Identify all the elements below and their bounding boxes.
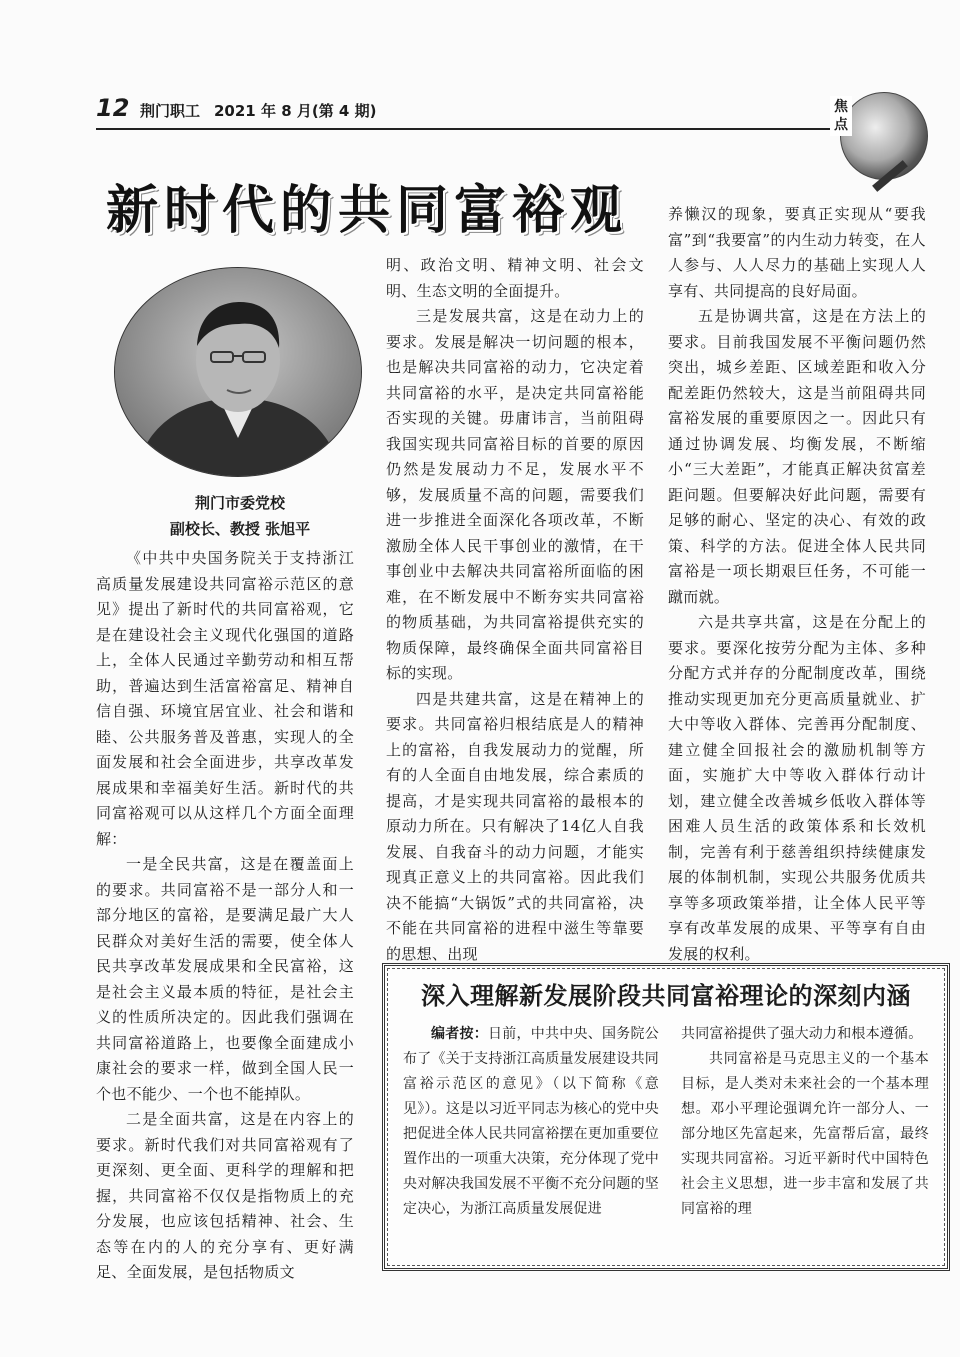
author-title-name: 副校长、教授 张旭平 [169,520,311,538]
related-article-title: 深入理解新发展阶段共同富裕理论的深刻内涵 [421,982,911,1010]
related-article-column-1 [403,1022,659,1222]
header-rule [96,128,831,130]
paragraph: 共同富裕提供了强大动力和根本遵循。 [681,1026,923,1042]
paragraph: 二是全面共富，这是在内容上的要求。新时代我们对共同富裕观有了更深刻、更全面、更科学的理解和把握，共同富裕不仅仅是指物质上的充分发展，也应该包括精神、社会、生态等在内的人的充分享有、更好满足、全面发展，是包括物质文 [96,1110,354,1281]
issue-date: 2021 年 8 月(第 4 期) [214,102,377,120]
paragraph: 明、政治文明、精神文明、社会文明、生态文明的全面提升。 [386,256,644,300]
related-article-column-2 [681,1022,929,1222]
focus-badge-label: 焦点 [830,96,852,136]
paragraph: 共同富裕是马克思主义的一个基本目标，是人类对未来社会的一个基本理想。邓小平理论强调允许一部分人、一部分地区先富起来，先富帮后富，最终实现共同富裕。习近平新时代中国特色社会主义思想，进一步丰富和发展了共同富裕的理 [681,1051,929,1217]
paragraph: 五是协调共富，这是在方法上的要求。目前我国发展不平衡问题仍然突出，城乡差距、区域差距和收入分配差距仍然较大，这是当前阻碍共同富裕发展的重要原因之一。因此只有通过协调发展、均衡发展，不断缩小“三大差距”，才能真正解决贫富差距问题。但要解决好此问题，需要有足够的耐心、坚定的决心、有效的政策、科学的方法。促进全体人民共同富裕是一项长期艰巨任务，不可能一蹴而就。 [668,307,926,606]
magnifier-icon [840,92,928,180]
paragraph: 养懒汉的现象，要真正实现从“要我富”到“我要富”的内生动力转变，在人人参与、人人尽力的基础上实现人人享有、共同提高的良好局面。 [668,205,926,300]
article-column-2 [386,253,644,967]
publication-name: 荆门职工 [140,102,201,120]
page-number: 12 [96,94,130,122]
editor-note [403,1022,659,1222]
author-portrait-image [115,268,361,476]
paragraph: 六是共享共富，这是在分配上的要求。要深化按劳分配为主体、多种分配方式并存的分配制度改革，围绕推动实现更加充分更高质量就业、扩大中等收入群体、完善再分配制度、建立健全回报社会的激励机制等方面，实施扩大中等收入群体行动计划，建立健全改善城乡低收入群体等困难人员生活的政策体系和长效机制，完善有利于慈善组织持续健康发展的体制机制，实现公共服务优质共享等多项政策举措，让全体人民平等享有改革发展的成果、平等享有自由发展的权利。 [668,613,926,963]
paragraph: 一是全民共富，这是在覆盖面上的要求。共同富裕不是一部分人和一部分地区的富裕，是要满足最广大人民群众对美好生活的需要，使全体人民共享改革发展成果和全民富裕，这是社会主义最本质的特征，是社会主义的性质所决定的。因此我们强调在共同富裕道路上，也要像全面建成小康社会的要求一样，做到全国人民一个也不能少、一个也不能掉队。 [96,855,354,1103]
editor-note-label: 编者按： [431,1026,489,1042]
author-photo [114,267,362,477]
article-title: 新时代的共同富裕观 [106,180,629,241]
author-organization: 荆门市委党校 [194,494,285,512]
article-column-1 [96,546,354,1286]
paragraph: 三是发展共富，这是在动力上的要求。发展是解决一切问题的根本，也是解决共同富裕的动力，它决定着共同富裕的水平，是决定共同富裕能否实现的关键。毋庸讳言，当前阻碍我国实现共同富裕目标的首要的原因仍然是发展动力不足，发展水平不够，发展质量不高的问题，需要我们进一步推进全面深化各项改革，不断激励全体人民干事创业的激情，在干事创业中去解决共同富裕所面临的困难，在不断发展中不断夯实共同富裕的物质基础，为共同富裕提供充实的物质保障，最终确保全面共同富裕目标的实现。 [386,307,644,682]
paragraph: 四是共建共富，这是在精神上的要求。共同富裕归根结底是人的精神上的富裕，自我发展动力的觉醒，所有的人全面自由地发展，综合素质的提高，才是实现共同富裕的最根本的原动力所在。只有解决了14亿人自我发展、自我奋斗的动力问题，才能实现真正意义上的共同富裕。因此我们决不能搞“大锅饭”式的共同富裕，决不能在共同富裕的进程中滋生等靠要的思想、出现 [386,689,644,963]
focus-badge [830,92,930,182]
author-caption [110,490,370,542]
editor-note-text: 日前，中共中央、国务院公布了《关于支持浙江高质量发展建设共同富裕示范区的意见》（以下简称《意见》）。这是以习近平同志为核心的党中央把促进全体人民共同富裕摆在更加重要位置作出的一项重大决策，充分体现了党中央对解决我国发展不平衡不充分问题的坚定决心，为浙江高质量发展促进 [403,1026,659,1217]
article-column-3 [668,202,926,967]
paragraph: 《中共中央国务院关于支持浙江高质量发展建设共同富裕示范区的意见》提出了新时代的共同富裕观，它是在建设社会主义现代化强国的道路上，全体人民通过辛勤劳动和相互帮助，普遍达到生活富裕富足、精神自信自强、环境宜居宜业、社会和谐和睦、公共服务普及普惠，实现人的全面发展和社会全面进步，共享改革发展成果和幸福美好生活。新时代的共同富裕观可以从这样几个方面全面理解： [96,549,354,848]
related-article-box [382,963,950,1271]
